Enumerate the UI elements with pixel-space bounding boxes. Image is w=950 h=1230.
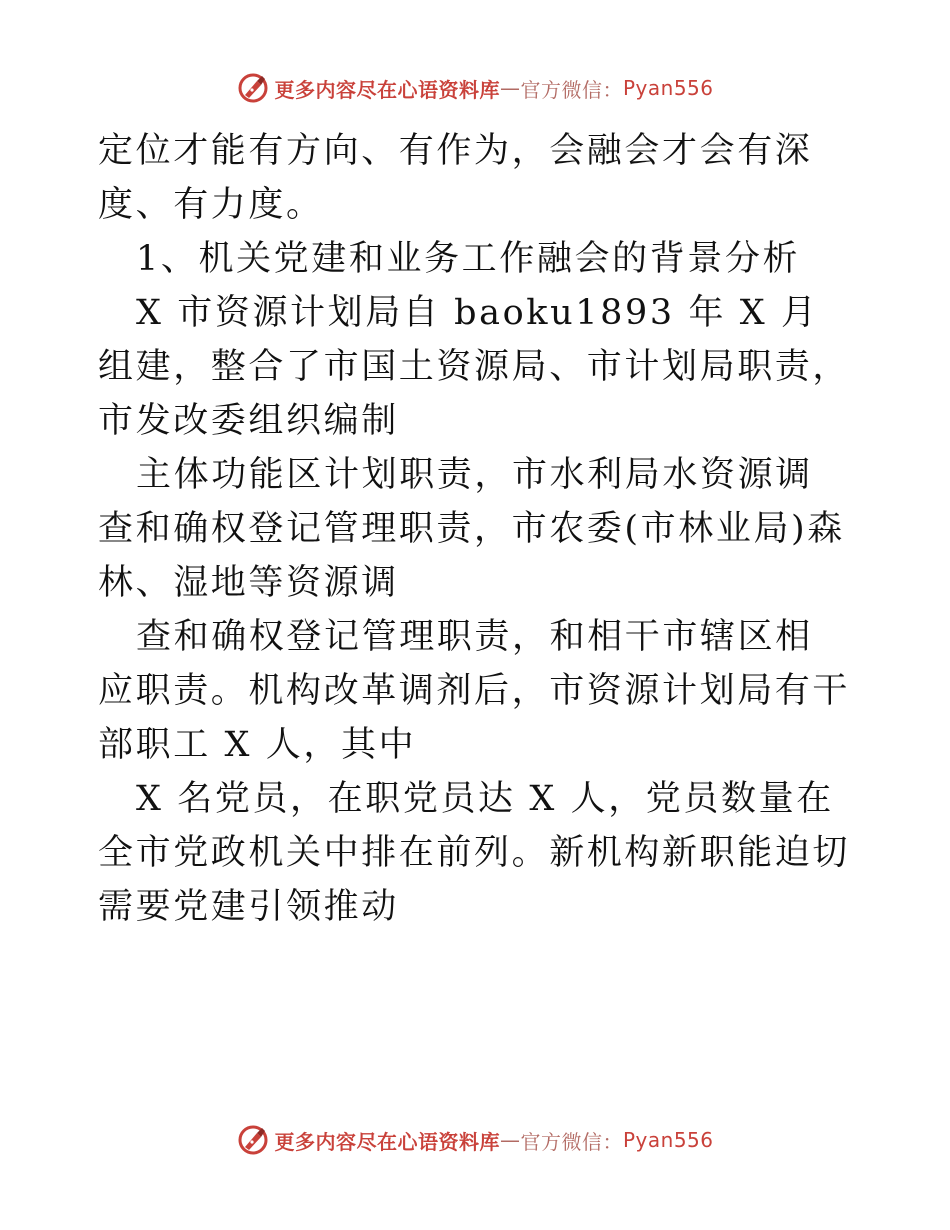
banner-wechat-id: Pyan556 (622, 76, 714, 100)
footer-banner (0, 1118, 950, 1162)
banner-wechat-label: 官方微信： (520, 1129, 623, 1154)
banner-wechat-label: 官方微信： (520, 77, 623, 102)
section-heading: 1、机关党建和业务工作融会的背景分析 (136, 239, 801, 279)
document-body (98, 124, 850, 934)
paragraph: 主体功能区计划职责，市水利局水资源调查和确权登记管理职责，市农委(市林业局)森林、湿地等资源调 (98, 455, 845, 603)
paragraph: 查和确权登记管理职责，和相干市辖区相应职责。机构改革调剂后，市资源计划局有干部职工 X 人，其中 (98, 617, 851, 765)
paragraph: X 市资源计划局自 baoku1893 年 X 月组建，整合了市国土资源局、市计划局职责，市发改委组织编制 (98, 293, 851, 441)
pen-nib-logo-icon (236, 1123, 270, 1157)
banner-separator: — (499, 1128, 521, 1152)
paragraph: X 名党员，在职党员达 X 人，党员数量在全市党政机关中排在前列。新机构新职能迫切需要党建引领推动 (98, 779, 851, 927)
paragraph: 定位才能有方向、有作为，会融会才会有深度、有力度。 (98, 131, 813, 225)
banner-wechat-id: Pyan556 (622, 1128, 714, 1152)
banner-main-text: 更多内容尽在心语资料库 (274, 77, 500, 102)
header-banner (0, 66, 950, 110)
banner-separator: — (499, 76, 521, 100)
banner-main-text: 更多内容尽在心语资料库 (274, 1129, 500, 1154)
pen-nib-logo-icon (236, 71, 270, 105)
